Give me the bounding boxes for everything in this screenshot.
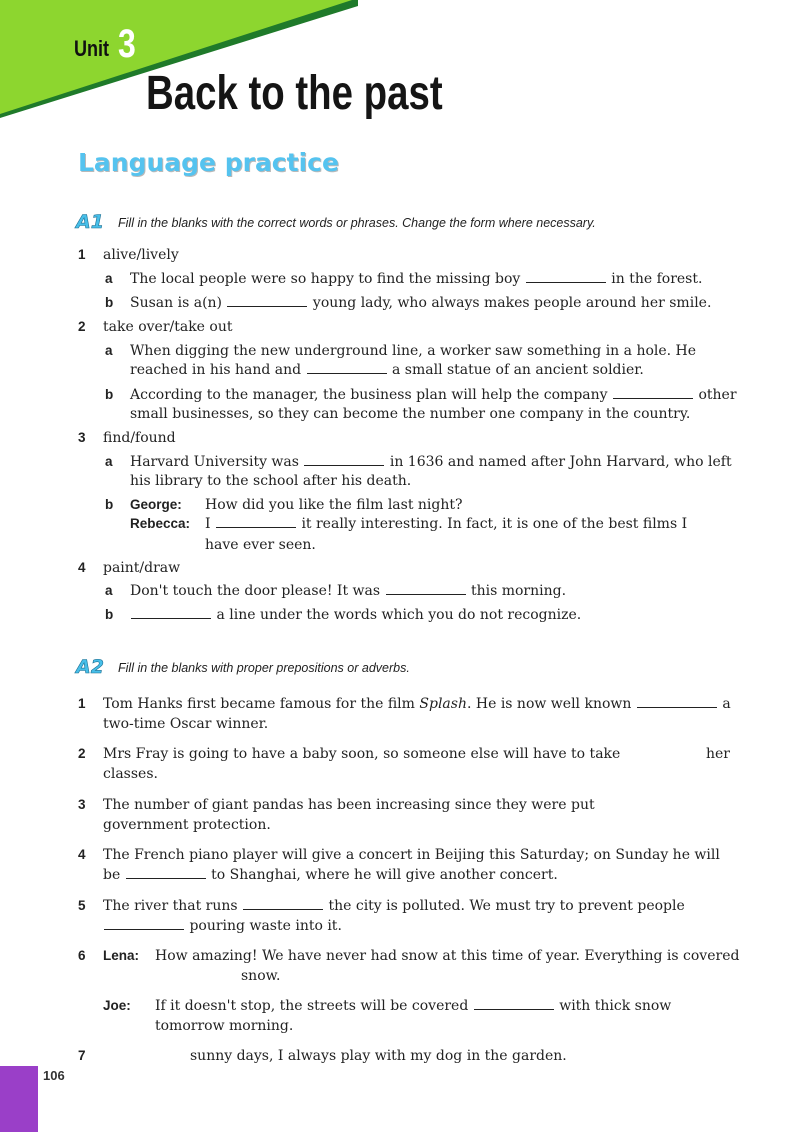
a1-q2b-letter: b [105, 387, 114, 402]
section-title: Language practice [78, 148, 339, 177]
speaker-george: George: [130, 497, 182, 512]
a1-q3b-line1: How did you like the film last night? [205, 497, 463, 513]
answer-blank[interactable] [307, 361, 387, 374]
a1-badge: A1 [76, 211, 104, 233]
a1-q3b-line3: have ever seen. [205, 537, 316, 553]
speaker-joe: Joe: [103, 998, 131, 1013]
a1-q3a-line1: Harvard University was in 1636 and named after John Harvard, who left [130, 454, 732, 470]
a2-q4-number: 4 [78, 847, 86, 862]
answer-blank[interactable] [386, 582, 466, 595]
answer-blank[interactable] [243, 897, 323, 910]
answer-blank[interactable] [216, 515, 296, 528]
a1-q1-head: alive/lively [103, 247, 179, 263]
answer-blank[interactable] [126, 866, 206, 879]
a2-q2-line1: Mrs Fray is going to have a baby soon, so someone else will have to take [103, 746, 621, 762]
page-tab [0, 1066, 38, 1132]
answer-blank[interactable] [131, 606, 211, 619]
a1-q4b-letter: b [105, 607, 114, 622]
a2-q6-number: 6 [78, 948, 86, 963]
a1-q1b-letter: b [105, 295, 114, 310]
a2-badge: A2 [76, 656, 104, 678]
a1-q3a-letter: a [105, 454, 113, 469]
a1-q3a-line2: his library to the school after his death. [130, 473, 412, 489]
speaker-lena: Lena: [103, 948, 140, 963]
a2-q1-line1: Tom Hanks first became famous for the film Splash. He is now well known a [103, 696, 731, 712]
answer-blank[interactable] [474, 997, 554, 1010]
a1-q1a-letter: a [105, 271, 113, 286]
a2-q7-number: 7 [78, 1048, 86, 1063]
a1-q3-head: find/found [103, 430, 176, 446]
a1-q2-head: take over/take out [103, 319, 233, 335]
a1-q4a-text: Don't touch the door please! It was this morning. [130, 583, 567, 599]
a1-q1a-text: The local people were so happy to find the missing boy in the forest. [130, 271, 703, 287]
answer-blank[interactable] [526, 270, 606, 283]
a1-q2a-line2: reached in his hand and a small statue of an ancient soldier. [130, 362, 644, 378]
a2-q6-line2: snow. [241, 968, 281, 984]
a1-q2b-line1: According to the manager, the business plan will help the company other [130, 387, 737, 403]
a2-q1-line2: two-time Oscar winner. [103, 716, 269, 732]
a1-q3b-line2: I it really interesting. In fact, it is one of the best films I [205, 516, 688, 532]
a2-q4-line1: The French piano player will give a concert in Beijing this Saturday; on Sunday he will [103, 847, 720, 863]
a1-q4-number: 4 [78, 560, 86, 575]
answer-blank[interactable] [304, 453, 384, 466]
a1-q4b-text: a line under the words which you do not recognize. [130, 605, 581, 625]
a1-q3-number: 3 [78, 430, 86, 445]
a1-q1b-text: Susan is a(n) young lady, who always makes people around her smile. [130, 295, 712, 311]
unit-label: Unit [74, 36, 110, 61]
a1-q4-head: paint/draw [103, 560, 181, 576]
a1-q2-number: 2 [78, 319, 86, 334]
a2-q4-line2: be to Shanghai, where he will give another concert. [103, 867, 558, 883]
a2-q6-line1: How amazing! We have never had snow at this time of year. Everything is covered [155, 948, 740, 964]
unit-number: 3 [118, 22, 136, 66]
a1-q3b-letter: b [105, 497, 114, 512]
a2-q3-line2: government protection. [103, 817, 271, 833]
a1-q2a-line1: When digging the new underground line, a worker saw something in a hole. He [130, 343, 697, 359]
a2-q1-number: 1 [78, 696, 86, 711]
page-title: Back to the past [146, 67, 443, 120]
a2-q2-line1-end: her [706, 746, 730, 762]
speaker-rebecca: Rebecca: [130, 516, 191, 531]
a2-instruction: Fill in the blanks with proper prepositions or adverbs. [118, 661, 410, 675]
page-number: 106 [43, 1068, 65, 1083]
a1-q2b-line2: small businesses, so they can become the number one company in the country. [130, 406, 691, 422]
a1-q4a-letter: a [105, 583, 113, 598]
a2-q5-line2: pouring waste into it. [103, 916, 342, 936]
a2-q7-line1: sunny days, I always play with my dog in the garden. [190, 1048, 567, 1064]
a1-instruction: Fill in the blanks with the correct words or phrases. Change the form where necessary. [118, 216, 596, 230]
a2-q5-number: 5 [78, 898, 86, 913]
a2-q6-line4: tomorrow morning. [155, 1018, 294, 1034]
answer-blank[interactable] [227, 294, 307, 307]
a2-q5-line1: The river that runs the city is polluted. We must try to prevent people [103, 898, 685, 914]
a2-q3-number: 3 [78, 797, 86, 812]
answer-blank[interactable] [613, 386, 693, 399]
a1-q1-number: 1 [78, 247, 86, 262]
answer-blank[interactable] [637, 695, 717, 708]
a2-q3-line1: The number of giant pandas has been increasing since they were put [103, 797, 595, 813]
a2-q2-line2: classes. [103, 766, 158, 782]
a2-q2-number: 2 [78, 746, 86, 761]
a2-q6-line3: If it doesn't stop, the streets will be covered with thick snow [155, 998, 672, 1014]
answer-blank[interactable] [104, 917, 184, 930]
a1-q2a-letter: a [105, 343, 113, 358]
